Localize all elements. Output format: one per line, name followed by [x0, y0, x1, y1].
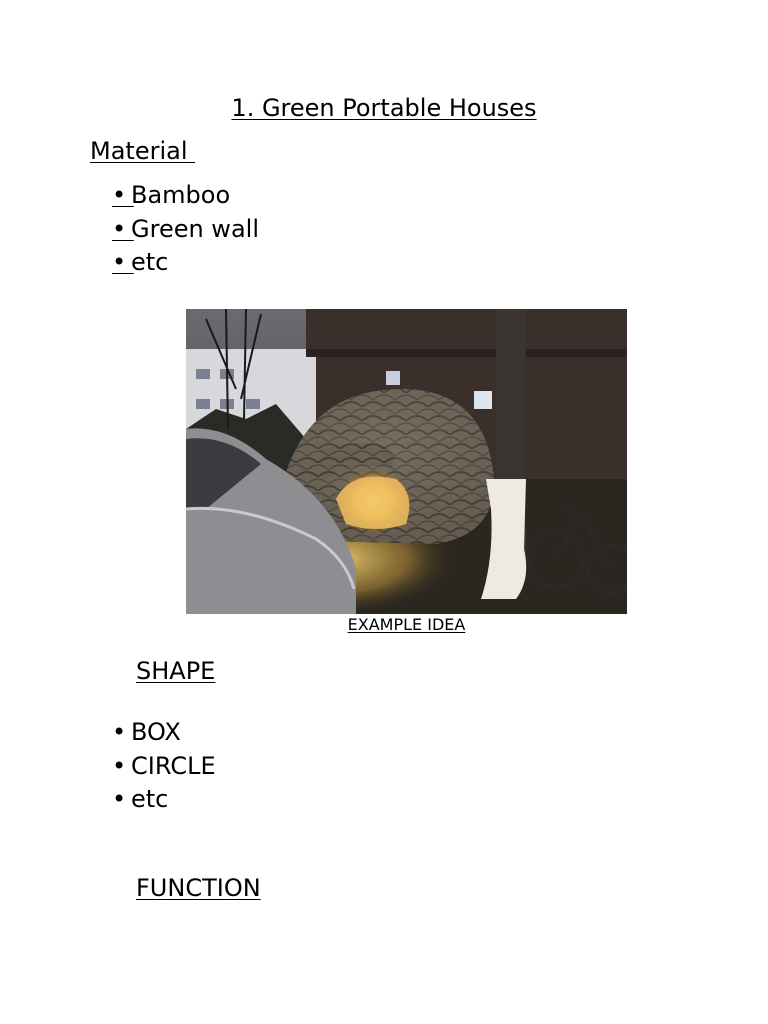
bullet-icon: •	[112, 181, 134, 209]
shape-heading: SHAPE	[136, 657, 216, 685]
shape-list	[112, 716, 216, 817]
list-item	[112, 750, 216, 784]
page-title: 1. Green Portable Houses	[231, 94, 537, 122]
list-item-label: etc	[131, 248, 169, 276]
list-item	[112, 716, 216, 750]
bullet-icon: •	[112, 751, 127, 780]
list-item	[112, 783, 216, 817]
function-heading: FUNCTION	[136, 874, 261, 902]
portable-house-photo	[186, 309, 627, 614]
bullet-icon: •	[112, 248, 134, 276]
list-item-label: Green wall	[131, 214, 259, 243]
list-item	[112, 179, 259, 213]
bullet-icon: •	[112, 214, 134, 243]
list-item	[112, 213, 259, 247]
material-list	[112, 179, 259, 280]
example-photo	[186, 309, 627, 614]
list-item-label: BOX	[131, 718, 181, 746]
list-item-label: CIRCLE	[131, 751, 216, 780]
bullet-icon: •	[112, 785, 127, 813]
list-item-label: etc	[131, 785, 169, 813]
list-item-label: Bamboo	[131, 181, 231, 209]
bullet-icon: •	[112, 718, 127, 746]
list-item	[112, 246, 259, 280]
figure-caption: EXAMPLE IDEA	[347, 615, 466, 634]
material-heading: Material	[90, 137, 196, 165]
